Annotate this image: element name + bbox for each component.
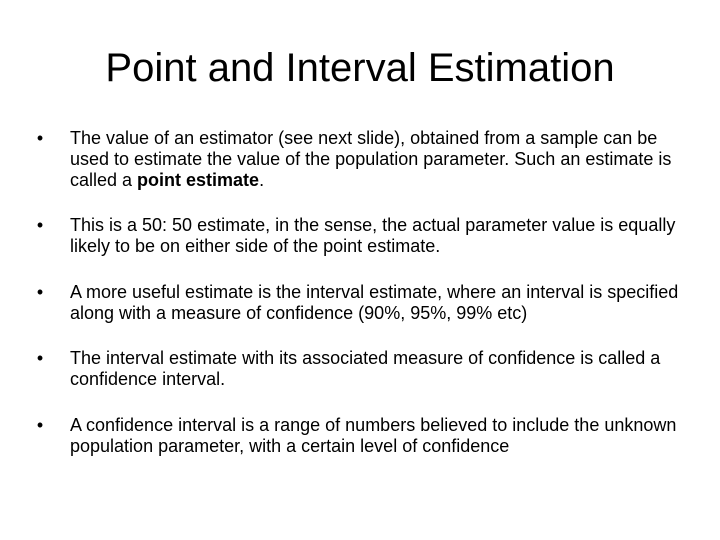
bullet-icon: •: [36, 348, 44, 368]
bullet-item-confidence-level: [36, 415, 690, 457]
bullet-icon: •: [36, 282, 44, 302]
bullet-item-interval-estimate: [36, 282, 690, 324]
bullet-item-fifty-fifty: [36, 215, 690, 257]
bullet-text: A more useful estimate is the interval estimate, where an interval is specified along with a measure of confidence (90%, 95%, 99% etc): [70, 282, 679, 323]
bullet-icon: •: [36, 415, 44, 435]
bullet-text: A confidence interval is a range of numbers believed to include the unknown population parameter, with a certain level of confidence: [70, 415, 677, 456]
bullet-text: The value of an estimator (see next slide), obtained from a sample can be used to estimate the value of the population parameter. Such an estimate is called a: [70, 128, 672, 190]
bullet-emphasis: point estimate: [137, 170, 260, 190]
bullet-icon: •: [36, 215, 44, 235]
bullet-text-end: .: [259, 170, 265, 190]
bullet-text: The interval estimate with its associated measure of confidence is called a confidence interval.: [70, 348, 661, 389]
slide-title: Point and Interval Estimation: [105, 46, 615, 90]
bullet-item-point-estimate: [36, 128, 690, 191]
bullet-icon: •: [36, 128, 44, 148]
bullet-text: This is a 50: 50 estimate, in the sense, the actual parameter value is equally likely to be on either side of the point estimate.: [70, 215, 676, 256]
bullet-item-confidence-interval: [36, 348, 690, 390]
